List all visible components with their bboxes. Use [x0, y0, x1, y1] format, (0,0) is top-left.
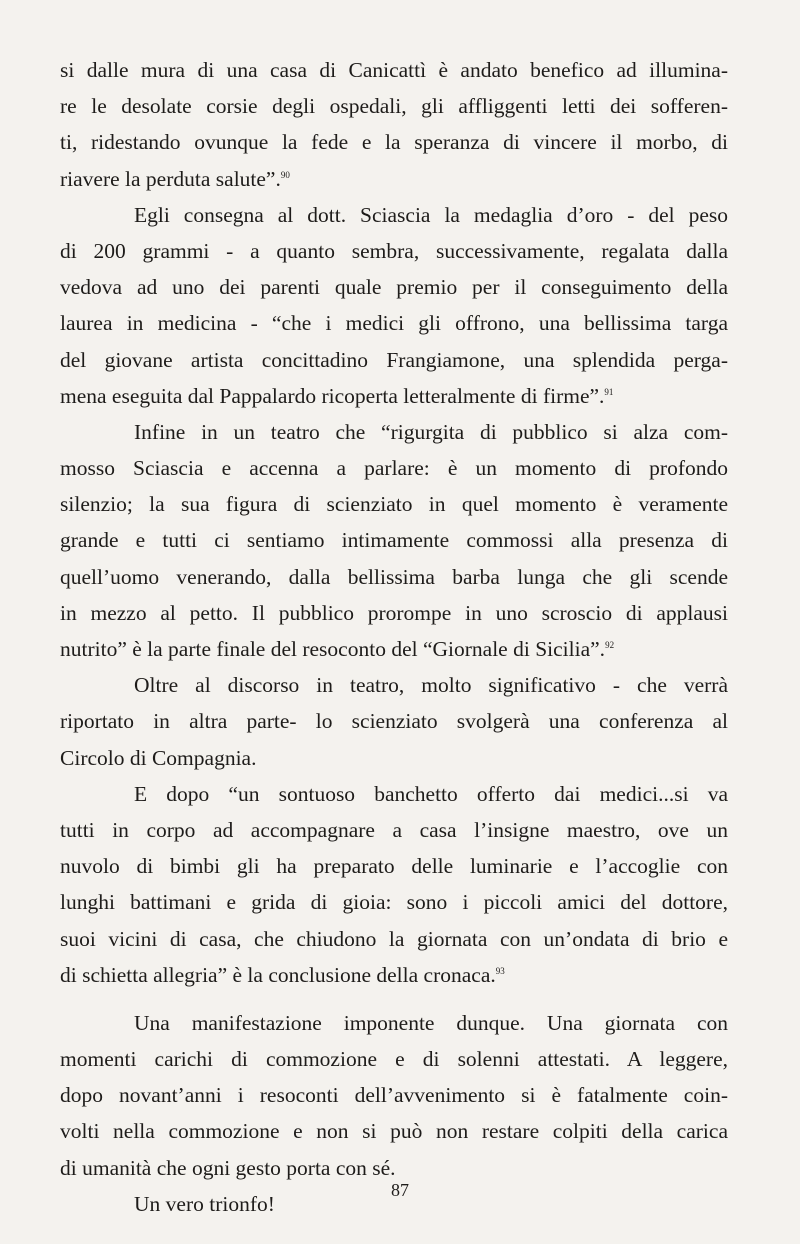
- line-text: Infine in un teatro che “rigurgita di pubblico si alza com-: [134, 419, 728, 444]
- line-text: quell’uomo venerando, dalla bellissima barba lunga che gli scende: [60, 564, 728, 589]
- text-line: [60, 414, 728, 450]
- text-line: [60, 1005, 728, 1041]
- line-text: del giovane artista concittadino Frangiamone, una splendida perga-: [60, 347, 728, 372]
- line-text: tutti in corpo ad accompagnare a casa l’insigne maestro, ove un: [60, 817, 728, 842]
- text-line: [60, 522, 728, 558]
- paragraph-gap: [60, 993, 728, 1005]
- text-line: [60, 124, 728, 160]
- text-line: [60, 305, 728, 341]
- text-line: [60, 88, 728, 124]
- footnote-marker: 93: [495, 965, 505, 976]
- line-text: volti nella commozione e non si può non restare colpiti della carica: [60, 1119, 728, 1144]
- text-line: [60, 450, 728, 486]
- footnote-marker: 90: [280, 169, 290, 180]
- text-line: [60, 486, 728, 522]
- line-text: grande e tutti ci sentiamo intimamente commossi alla presenza di: [60, 528, 728, 553]
- body-text: [60, 52, 728, 1222]
- line-text: Circolo di Compagnia.: [60, 745, 257, 770]
- line-text: nuvolo di bimbi gli ha preparato delle luminarie e l’accoglie con: [60, 854, 728, 879]
- line-text: riavere la perduta salute”.: [60, 166, 281, 191]
- line-text: silenzio; la sua figura di scienziato in quel momento è veramente: [60, 492, 728, 517]
- line-text: laurea in medicina - “che i medici gli offrono, una bellissima targa: [60, 311, 728, 336]
- text-line: [60, 740, 728, 776]
- line-text: di umanità che ogni gesto porta con sé.: [60, 1155, 396, 1180]
- text-line: [60, 776, 728, 812]
- line-text: suoi vicini di casa, che chiudono la giornata con un’ondata di brio e: [60, 926, 728, 951]
- line-text: re le desolate corsie degli ospedali, gli affliggenti letti dei sofferen-: [60, 94, 728, 119]
- line-text: nutrito” è la parte finale del resoconto del “Giornale di Sicilia”.: [60, 637, 606, 661]
- line-text: E dopo “un sontuoso banchetto offerto dai medici...si va: [134, 781, 728, 806]
- text-line: [60, 378, 728, 414]
- text-line: [60, 1077, 728, 1113]
- line-text: Egli consegna al dott. Sciascia la medaglia d’oro - del peso: [134, 202, 728, 227]
- line-text: Un vero trionfo!: [134, 1191, 275, 1216]
- text-line: [60, 1113, 728, 1149]
- line-text: riportato in altra parte- lo scienziato svolgerà una conferenza al: [60, 709, 728, 734]
- text-line: [60, 631, 728, 667]
- line-text: Una manifestazione imponente dunque. Una giornata con: [134, 1010, 728, 1035]
- text-line: [60, 957, 728, 993]
- page-number: 87: [391, 1180, 409, 1200]
- text-line: [60, 595, 728, 631]
- line-text: di 200 grammi - a quanto sembra, successivamente, regalata dalla: [60, 238, 728, 263]
- line-text: Oltre al discorso in teatro, molto significativo - che verrà: [134, 673, 728, 698]
- line-text: mena eseguita dal Pappalardo ricoperta letteralmente di firme”.: [60, 383, 605, 408]
- line-text: momenti carichi di commozione e di solenni attestati. A leggere,: [60, 1047, 728, 1072]
- text-line: [60, 197, 728, 233]
- text-line: [60, 161, 728, 197]
- text-line: [60, 667, 728, 703]
- footnote-marker: 91: [604, 386, 614, 397]
- text-line: [60, 703, 728, 739]
- line-text: dopo novant’anni i resoconti dell’avvenimento si è fatalmente coin-: [60, 1083, 728, 1108]
- text-line: [60, 884, 728, 920]
- line-text: ti, ridestando ovunque la fede e la speranza di vincere il morbo, di: [60, 130, 728, 155]
- text-line: [60, 812, 728, 848]
- line-text: lunghi battimani e grida di gioia: sono i piccoli amici del dottore,: [60, 890, 728, 915]
- footnote-marker: 92: [605, 639, 615, 650]
- text-line: [60, 269, 728, 305]
- line-text: si dalle mura di una casa di Canicattì è andato benefico ad illumina-: [60, 58, 728, 82]
- text-line: [60, 342, 728, 378]
- text-line: [60, 52, 728, 88]
- line-text: di schietta allegria” è la conclusione della cronaca.: [60, 962, 496, 987]
- text-line: [60, 921, 728, 957]
- line-text: in mezzo al petto. Il pubblico prorompe in uno scroscio di applausi: [60, 600, 728, 625]
- line-text: vedova ad uno dei parenti quale premio per il conseguimento della: [60, 275, 728, 300]
- text-line: [60, 233, 728, 269]
- text-line: [60, 1041, 728, 1077]
- text-line: [60, 559, 728, 595]
- line-text: mosso Sciascia e accenna a parlare: è un momento di profondo: [60, 456, 728, 481]
- text-line: [60, 848, 728, 884]
